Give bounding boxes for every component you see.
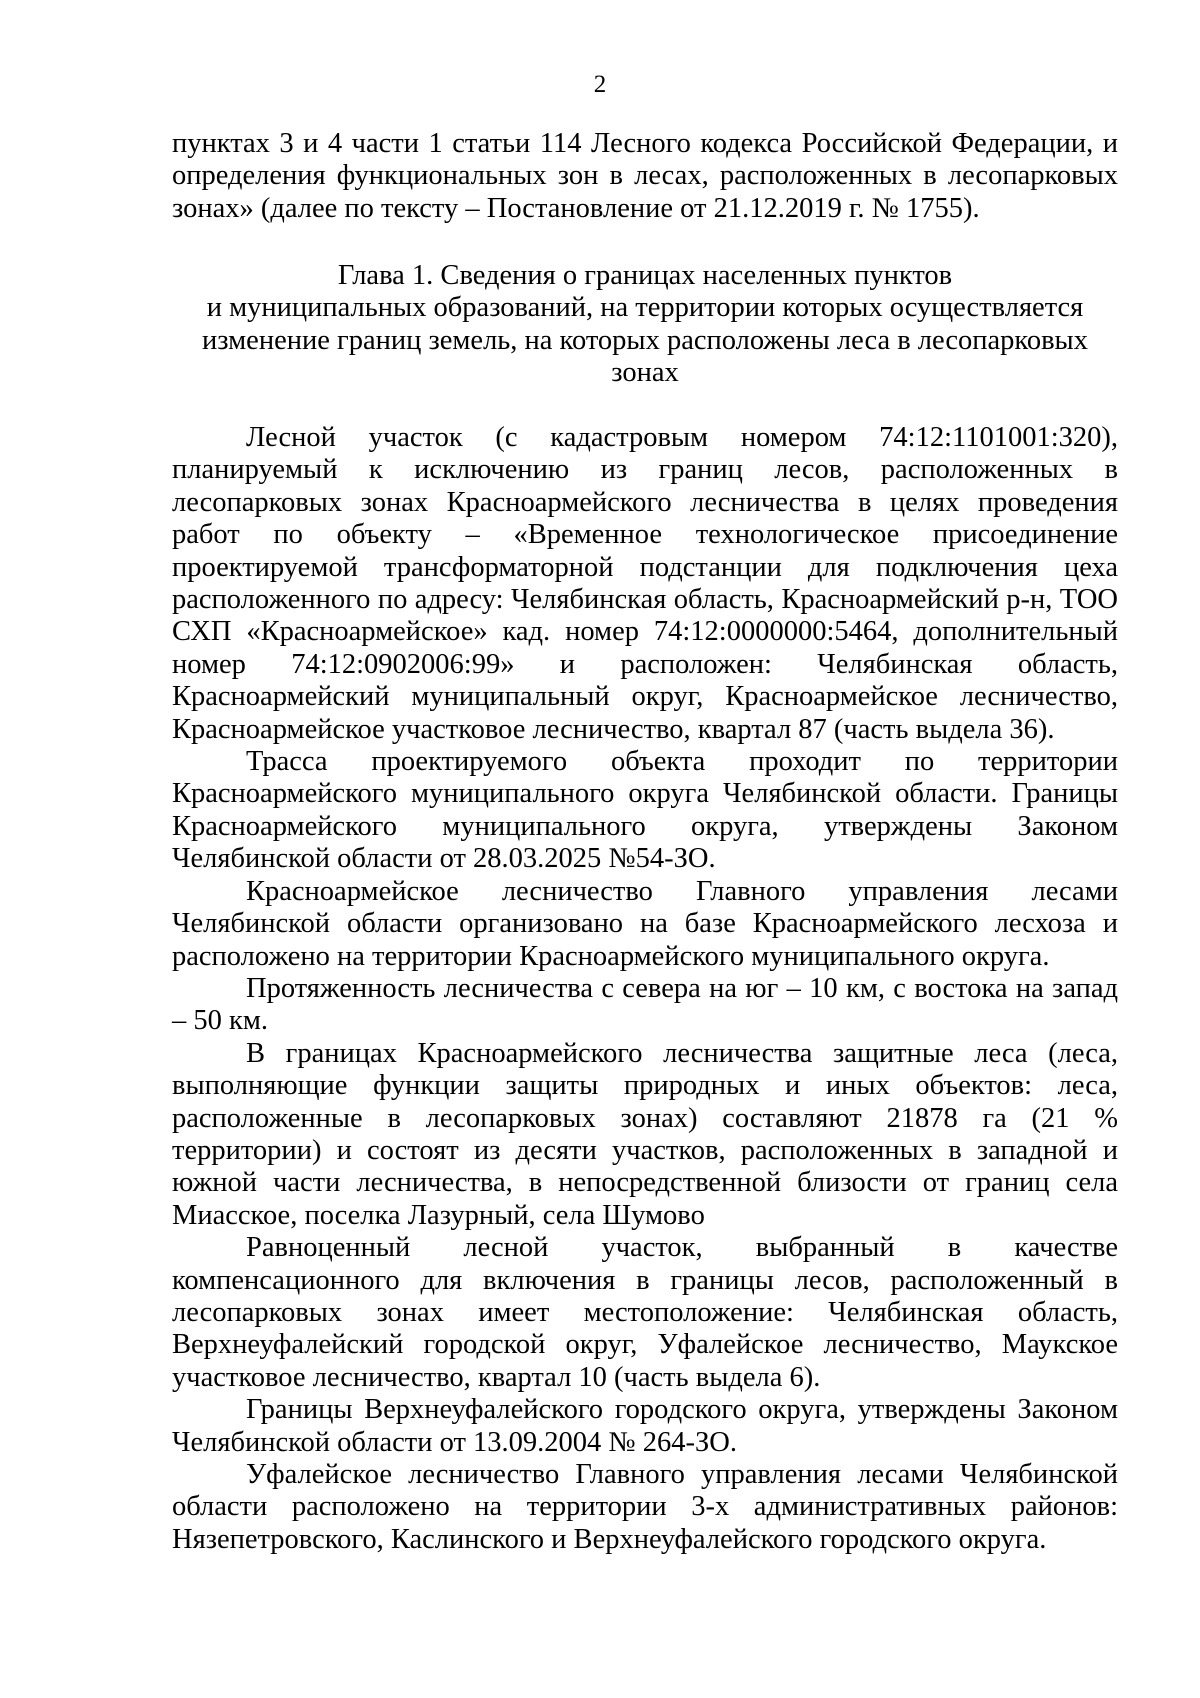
chapter-heading-line-3: изменение границ земель, на которых расположены леса в лесопарковых <box>202 324 1088 356</box>
paragraph-district-boundaries: Границы Верхнеуфалейского городского округа, утверждены Законом Челябинской области от 13.09.2004 № 264-ЗО. <box>172 1394 1118 1458</box>
chapter-heading-line-4: зонах <box>611 357 679 389</box>
chapter-heading <box>172 260 1118 390</box>
intro-paragraph: пунктах 3 и 4 части 1 статьи 114 Лесного кодекса Российской Федерации, и определения функциональных зон в лесах, расположенных в лесопарковых зонах» (далее по тексту – Постановление от 21.12.2019 г. № 1755). <box>172 128 1118 224</box>
paragraph-compensation-plot: Равноценный лесной участок, выбранный в качестве компенсационного для включения в границы лесов, расположенный в лесопарковых зонах имеет местоположение: Челябинская область, Верхнеуфалейский городской округ, Уфалейское лесничество, Маукское участковое лесничество, квартал 10 (часть выдела 6). <box>172 1232 1118 1393</box>
paragraph-extent: Протяженность лесничества с севера на юг – 10 км, с востока на запад – 50 км. <box>172 972 1118 1037</box>
chapter-heading-line-2: и муниципальных образований, на территории которых осуществляется <box>206 292 1084 324</box>
paragraph-forest-plot: Лесной участок (с кадастровым номером 74:12:1101001:320), планируемый к исключению из границ лесов, расположенных в лесопарковых зонах Красноармейского лесничества в целях проведения работ по объекту – «Временное технологическое присоединение проектируемой трансформаторной подстанции для подключения цеха расположенного по адресу: Челябинская область, Красноармейский р-н, ТОО СХП «Красноармейское» кад. номер 74:12:0000000:5464, дополнительный номер 74:12:0902006:99» и расположен: Челябинская область, Красноармейский муниципальный округ, Красноармейское лесничество, Красноармейское участковое лесничество, квартал 87 (часть выдела 36). <box>172 422 1118 745</box>
paragraph-route: Трасса проектируемого объекта проходит по территории Красноармейского муниципального округа Челябинской области. Границы Красноармейского муниципального округа, утверждены Законом Челябинской области от 28.03.2025 №54-ЗО. <box>172 746 1118 875</box>
paragraph-protective-forests: В границах Красноармейского лесничества защитные леса (леса, выполняющие функции защиты природных и иных объектов: леса, расположенные в лесопарковых зонах) составляют 21878 га (21 % территории) и состоят из десяти участков, расположенных в западной и южной части лесничества, в непосредственной близости от границ села Миасское, поселка Лазурный, села Шумово <box>172 1037 1118 1231</box>
page-number: 2 <box>593 71 607 98</box>
intro-text-block <box>172 128 1118 225</box>
paragraph-ufaley-forestry: Уфалейское лесничество Главного управления лесами Челябинской области расположено на территории 3-х административных районов: Нязепетровского, Каслинского и Верхнеуфалейского городского округа. <box>172 1459 1118 1555</box>
body-text <box>172 422 1118 1556</box>
paragraph-forestry: Красноармейское лесничество Главного управления лесами Челябинской области организовано на базе Красноармейского лесхоза и расположено на территории Красноармейского муниципального округа. <box>172 875 1118 972</box>
chapter-heading-line-1: Глава 1. Сведения о границах населенных пунктов <box>337 260 953 291</box>
